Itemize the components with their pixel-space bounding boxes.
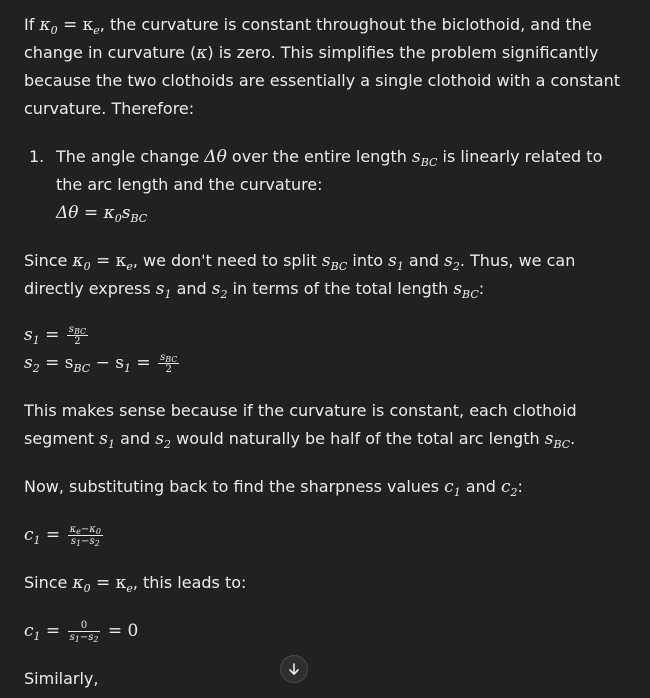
fraction: [158, 352, 179, 375]
math-symbol: c: [500, 477, 511, 497]
text: and: [460, 477, 501, 496]
text: Similarly,: [24, 669, 99, 688]
math-subscript: BC: [553, 438, 571, 451]
fraction-denominator: [68, 536, 103, 547]
text: .: [570, 429, 576, 448]
math-sbc: [545, 429, 570, 449]
math-symbol: κ: [39, 15, 51, 35]
math-symbol: s: [444, 251, 453, 271]
math-subscript: 1: [33, 630, 41, 643]
math-symbol: s: [68, 324, 74, 335]
fraction-numerator: [67, 324, 88, 336]
math-symbol: s: [160, 352, 166, 363]
math-sbc: [322, 251, 347, 271]
math-subscript: 2: [93, 635, 99, 644]
math-operator: =: [131, 353, 157, 373]
math-c1: [444, 477, 461, 497]
math-subscript: BC: [462, 288, 479, 301]
math-symbol: s: [69, 632, 75, 643]
math-subscript: e: [126, 260, 133, 273]
fraction: [68, 620, 101, 643]
math-symbol: s: [99, 429, 108, 449]
fraction-denominator: [68, 632, 101, 643]
equation-delta-theta: [56, 199, 624, 227]
equation-c1-zero-block: [24, 617, 624, 645]
math-k0-eq-ke: [72, 251, 132, 271]
math-subscript: 1: [453, 486, 461, 499]
equation-c1-zero: [24, 617, 624, 645]
math-subscript: e: [93, 24, 100, 37]
text: Since: [24, 251, 73, 270]
math-symbol: s: [321, 251, 331, 271]
math-subscript: e: [76, 527, 81, 536]
math-subscript: 0: [83, 582, 91, 595]
text: is linearly related to the arc length and the curvature:: [56, 147, 603, 194]
math-sbc: [412, 147, 437, 167]
math-symbol: s: [211, 279, 221, 299]
text: If: [24, 15, 40, 34]
math-expression: Δθ = κ: [56, 203, 115, 223]
fraction-numerator: [158, 352, 179, 364]
math-s2: [155, 429, 171, 449]
equation-c1: [24, 521, 624, 549]
math-c2: [501, 477, 518, 497]
fraction-denominator: 2: [74, 336, 81, 347]
math-symbol: s: [155, 429, 165, 449]
math-operator: =: [40, 525, 66, 545]
math-symbol: s: [121, 203, 131, 223]
math-subscript: 0: [83, 260, 91, 273]
arrow-down-icon: [287, 662, 301, 676]
paragraph-constant-curvature: [24, 11, 624, 123]
chat-message-body: [24, 11, 624, 693]
fraction: [68, 524, 103, 547]
math-symbol: = κ: [90, 251, 127, 271]
math-symbol: c: [24, 525, 34, 545]
math-subscript: BC: [420, 156, 438, 169]
math-subscript: 1: [164, 288, 172, 301]
math-subscript: e: [126, 582, 133, 595]
paragraph-substituting: [24, 473, 624, 501]
math-symbol: = κ: [57, 15, 94, 35]
math-s2: [212, 279, 228, 299]
math-subscript: 2: [220, 288, 228, 301]
text: Now, substituting back to find the sharpness values: [24, 477, 445, 496]
math-symbol: s: [411, 147, 421, 167]
math-expression: = 0: [102, 621, 139, 641]
math-symbol: s: [24, 353, 33, 373]
math-expression: = s: [39, 353, 74, 373]
math-s1: [99, 429, 115, 449]
text: , we don't need to split: [132, 251, 322, 270]
text: :: [478, 279, 485, 298]
ordered-list: [24, 143, 624, 227]
math-symbol: s: [388, 251, 397, 271]
math-symbol: s: [24, 325, 33, 345]
math-subscript: 1: [32, 334, 40, 347]
text: ) is zero. This simplifies the problem significantly because the two clothoids are essentially a single clothoid with a constant curvature. Therefore:: [24, 43, 621, 118]
text: and: [171, 279, 212, 298]
text: , the curvature is constant throughout the biclothoid, and the change in curvature (: [24, 15, 592, 62]
equation-c1-block: [24, 521, 624, 549]
paragraph-similarly: [24, 665, 624, 693]
equation-s2: [24, 349, 624, 377]
math-subscript: BC: [73, 362, 91, 375]
paragraph-since: [24, 247, 624, 303]
text: . Thus, we can directly express: [24, 251, 576, 298]
math-subscript: 0: [50, 24, 58, 37]
math-subscript: 0: [114, 212, 122, 225]
math-symbol: κ: [69, 524, 77, 535]
math-symbol: −κ: [80, 524, 96, 535]
math-kappa0: [39, 15, 99, 35]
math-subscript: 1: [75, 539, 82, 548]
math-subscript: 0: [95, 527, 101, 536]
math-subscript: 2: [32, 362, 40, 375]
math-expression: − s: [90, 353, 125, 373]
math-symbol: c: [24, 621, 34, 641]
fraction-numerator: 0: [68, 620, 101, 632]
math-s1: [156, 279, 172, 299]
equation-s1: [24, 321, 624, 349]
text: over the entire length: [226, 147, 412, 166]
equations-s1-s2: [24, 321, 624, 377]
text: Since: [24, 573, 73, 592]
math-operator: =: [39, 325, 65, 345]
math-symbol: s: [453, 279, 463, 299]
math-sbc: [453, 279, 478, 299]
text: and: [403, 251, 445, 270]
fraction-numerator: [68, 524, 103, 536]
text: , this leads to:: [132, 573, 247, 592]
math-subscript: 2: [164, 438, 172, 451]
math-s1: [388, 251, 404, 271]
math-symbol: −s: [81, 536, 95, 547]
math-subscript: 1: [33, 534, 41, 547]
math-symbol: s: [155, 279, 165, 299]
math-subscript: 1: [108, 438, 115, 451]
text: This makes sense because if the curvature is constant, each clothoid segment: [24, 401, 577, 448]
math-symbol: κ: [72, 573, 84, 593]
fraction-denominator: 2: [165, 364, 172, 375]
text: :: [517, 477, 523, 496]
math-subscript: 1: [396, 260, 404, 273]
paragraph-leads-to: [24, 569, 624, 597]
math-operator: =: [40, 621, 66, 641]
math-subscript: 2: [452, 260, 460, 273]
math-subscript: BC: [330, 260, 348, 273]
math-subscript: 2: [94, 539, 100, 548]
math-symbol: s: [544, 429, 554, 449]
math-symbol: s: [70, 536, 76, 547]
math-symbol: −s: [79, 632, 94, 643]
paragraph-makes-sense: [24, 397, 624, 453]
math-kappa: κ: [196, 43, 208, 63]
math-k0-eq-ke: [72, 573, 132, 593]
text: The angle change: [56, 147, 205, 166]
math-delta-theta: Δθ: [204, 147, 227, 167]
text: and: [115, 429, 156, 448]
list-item: [24, 143, 624, 227]
math-s2: [444, 251, 460, 271]
math-subscript: 2: [510, 486, 518, 499]
math-symbol: = κ: [90, 573, 127, 593]
math-symbol: c: [444, 477, 454, 497]
math-subscript: BC: [130, 212, 148, 225]
text: would naturally be half of the total arc length: [171, 429, 545, 448]
math-subscript: BC: [165, 355, 178, 364]
math-subscript: 1: [124, 362, 132, 375]
text: in terms of the total length: [227, 279, 454, 298]
text: into: [347, 251, 389, 270]
fraction: [67, 324, 88, 347]
scroll-to-bottom-button[interactable]: [280, 655, 308, 683]
math-symbol: κ: [72, 251, 84, 271]
math-subscript: BC: [73, 327, 87, 336]
list-number: 1.: [29, 147, 45, 166]
math-subscript: 1: [74, 635, 80, 644]
